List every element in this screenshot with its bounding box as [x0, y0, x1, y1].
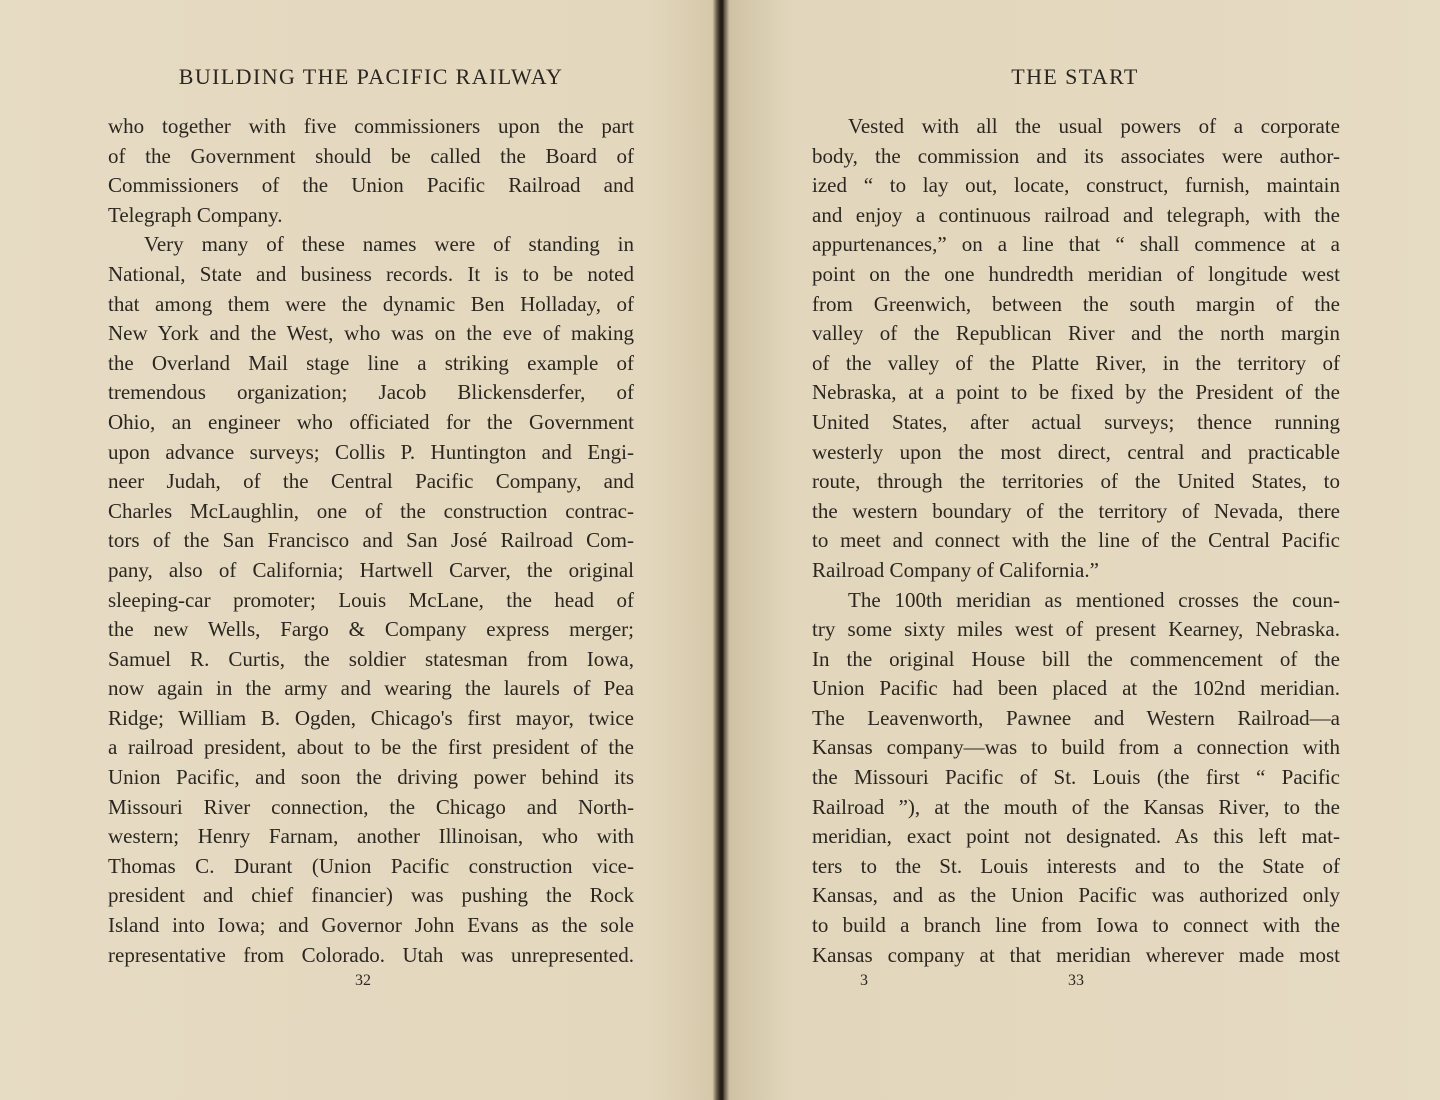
text-line: Island into Iowa; and Governor John Evans as the sole [108, 913, 634, 938]
text-line: Ohio, an engineer who officiated for the Government [108, 409, 634, 434]
text-line: Nebraska, at a point to be fixed by the President of the [812, 380, 1340, 405]
page-number: 32 [355, 972, 371, 989]
text-line: that among them were the dynamic Ben Holladay, of [108, 291, 634, 316]
right-page [722, 0, 1440, 1100]
text-line: who together with five commissioners upon the part [108, 114, 634, 138]
running-head: BUILDING THE PACIFIC RAILWAY [178, 64, 564, 89]
text-line: representative from Colorado. Utah was unrepresented. [108, 942, 634, 967]
text-line: pany, also of California; Hartwell Carver, the original [108, 557, 634, 582]
text-line: point on the one hundredth meridian of longitude west [812, 261, 1340, 286]
text-line: the new Wells, Fargo & Company express merger; [108, 617, 634, 642]
text-line: Kansas company—was to build from a connection with [812, 735, 1340, 760]
text-line: Telegraph Company. [108, 202, 283, 227]
text-line: Thomas C. Durant (Union Pacific construction vice- [108, 853, 634, 878]
text-line: from Greenwich, between the south margin of the [812, 291, 1340, 316]
text-line: western; Henry Farnam, another Illinoisan, who with [108, 824, 634, 849]
text-line: Commissioners of the Union Pacific Railroad and [108, 173, 634, 198]
text-line: upon advance surveys; Collis P. Huntington and Engi- [108, 439, 634, 464]
text-line: ized “ to lay out, locate, construct, furnish, maintain [812, 173, 1340, 198]
text-line: valley of the Republican River and the north margin [812, 321, 1340, 346]
text-line: tremendous organization; Jacob Blickensderfer, of [108, 380, 634, 405]
page-body-text [812, 112, 1340, 970]
text-line: and enjoy a continuous railroad and telegraph, with the [812, 202, 1340, 227]
text-line: now again in the army and wearing the laurels of Pea [108, 676, 634, 701]
text-line: The 100th meridian as mentioned crosses the coun- [848, 587, 1340, 612]
text-line: to meet and connect with the line of the Central Pacific [812, 528, 1340, 553]
text-line: The Leavenworth, Pawnee and Western Railroad—a [812, 705, 1340, 730]
text-line: Vested with all the usual powers of a corporate [848, 114, 1340, 138]
text-line: In the original House bill the commencement of the [812, 646, 1340, 671]
text-line: sleeping-car promoter; Louis McLane, the head of [108, 587, 634, 612]
text-line: the Overland Mail stage line a striking example of [108, 350, 634, 375]
text-line: the Missouri Pacific of St. Louis (the first “ Pacific [812, 765, 1340, 790]
text-line: route, through the territories of the United States, to [812, 469, 1340, 494]
text-line: Charles McLaughlin, one of the construction contrac- [108, 498, 634, 523]
text-line: of the valley of the Platte River, in the territory of [812, 350, 1340, 375]
page-body-text [108, 112, 634, 970]
running-head: THE START [1011, 64, 1139, 89]
text-line: Union Pacific had been placed at the 102nd meridian. [812, 676, 1340, 701]
text-line: meridian, exact point not designated. As this left mat- [812, 824, 1340, 849]
text-line: Railroad Company of California.” [812, 557, 1099, 582]
text-line: United States, after actual surveys; thence running [812, 409, 1340, 434]
text-line: ters to the St. Louis interests and to the State of [812, 853, 1340, 878]
text-line: of the Government should be called the Board of [108, 143, 634, 168]
text-line: to build a branch line from Iowa to connect with the [812, 913, 1340, 938]
text-line: neer Judah, of the Central Pacific Company, and [108, 469, 634, 494]
text-line: appurtenances,” on a line that “ shall commence at a [812, 232, 1340, 257]
text-line: Railroad ”), at the mouth of the Kansas River, to the [812, 794, 1340, 819]
text-line: the western boundary of the territory of Nevada, there [812, 498, 1340, 523]
text-line: Samuel R. Curtis, the soldier statesman from Iowa, [108, 646, 634, 671]
text-line: Missouri River connection, the Chicago and North- [108, 794, 634, 819]
text-line: Very many of these names were of standing in [144, 232, 634, 257]
signature-mark: 3 [860, 972, 868, 989]
text-line: Kansas, and as the Union Pacific was authorized only [812, 883, 1340, 908]
text-line: Union Pacific, and soon the driving power behind its [108, 765, 634, 790]
text-line: westerly upon the most direct, central and practicable [812, 439, 1340, 464]
text-line: New York and the West, who was on the eve of making [108, 321, 634, 346]
page-number: 33 [1068, 972, 1084, 989]
text-line: president and chief financier) was pushing the Rock [108, 883, 634, 908]
text-line: Kansas company at that meridian wherever made most [812, 942, 1340, 967]
text-line: body, the commission and its associates were author- [812, 143, 1340, 168]
text-line: a railroad president, about to be the first president of the [108, 735, 634, 760]
text-line: Ridge; William B. Ogden, Chicago's first mayor, twice [108, 705, 634, 730]
text-line: National, State and business records. It is to be noted [108, 261, 634, 286]
text-line: tors of the San Francisco and San José Railroad Com- [108, 528, 634, 553]
text-line: try some sixty miles west of present Kearney, Nebraska. [812, 617, 1340, 642]
